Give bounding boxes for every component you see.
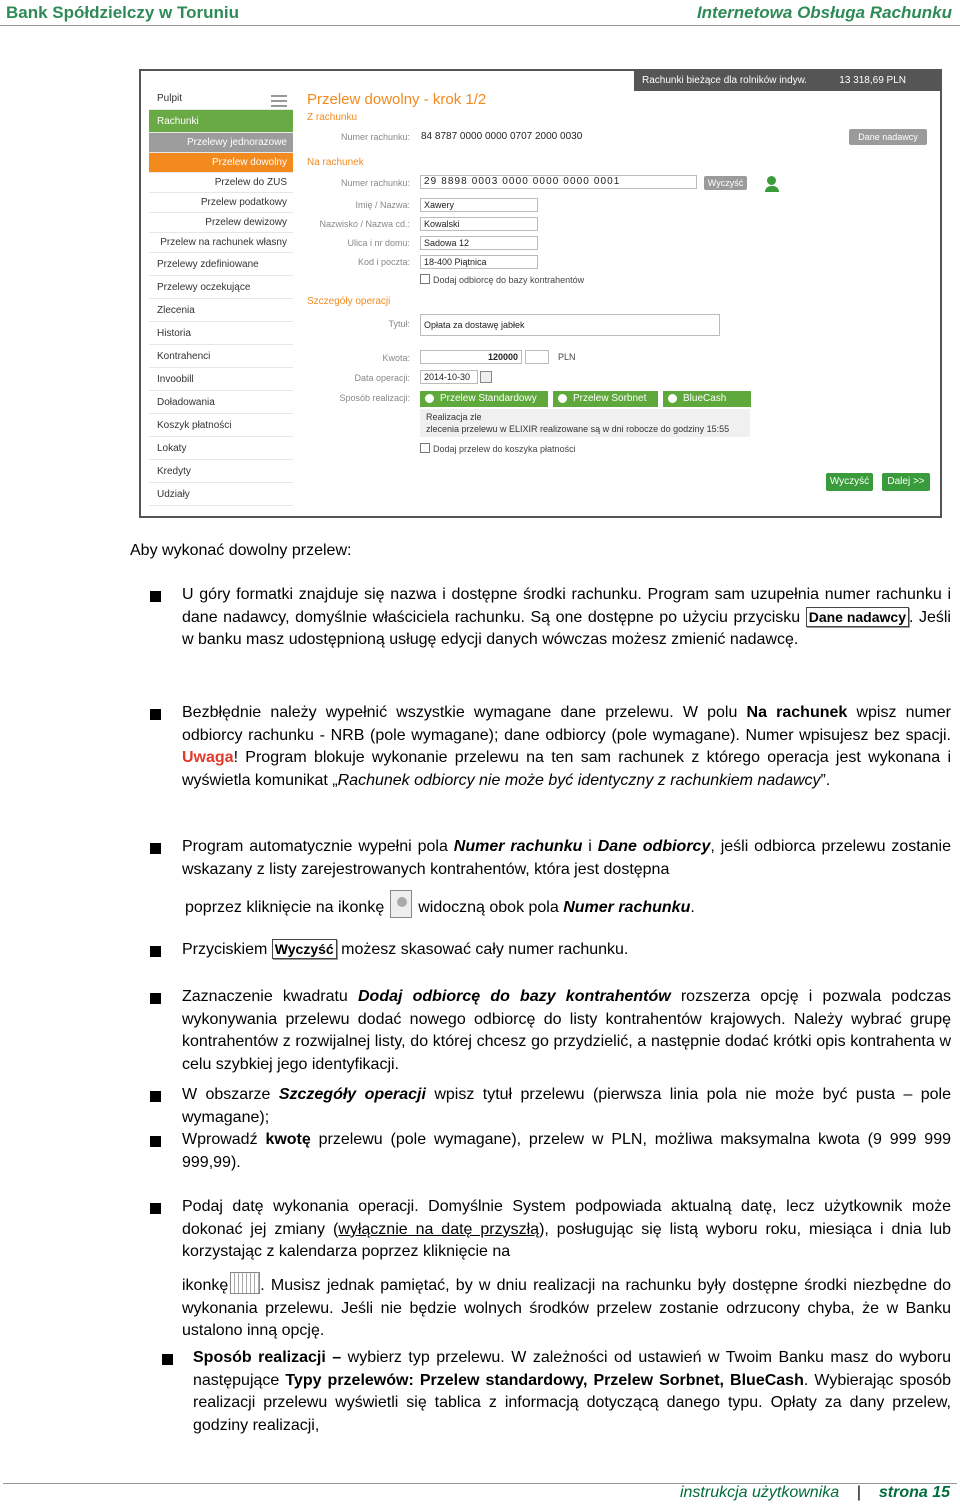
sidebar-item-kredyty[interactable] — [149, 460, 293, 483]
bullet-3-text-e: widoczną obok pola — [418, 899, 564, 916]
contractor-icon — [390, 890, 412, 918]
sidebar-item-label: Historia — [157, 328, 191, 339]
currency: PLN — [558, 352, 576, 362]
sidebar-item-label: Lokaty — [157, 443, 187, 454]
bullet-3 — [182, 836, 951, 881]
sidebar-item-przelew-zus[interactable] — [149, 173, 293, 193]
bullet-8-text-c: ikonkę — [182, 1277, 229, 1294]
method-standard-radio[interactable]: Przelew Standardowy — [420, 391, 548, 407]
add-contractor-checkbox[interactable]: Dodaj odbiorcę do bazy kontrahentów — [420, 274, 584, 285]
bullet-2-text-a: Bezbłędnie należy wypełnić wszystkie wymagane dane przelewu. W polu — [182, 704, 747, 721]
bullet-2-text-c: ! Program blokuje wykonanie przelewu na ten sam rachunek z którego operacja jest wykonana i wyświetla komunikat „ — [182, 749, 951, 789]
method-label: Sposób realizacji: — [339, 393, 410, 403]
bullet-1-text-b: . Jeśli w banku masz udostępnioną usługę edycji danych wówczas możesz zmienić nadawcę. — [182, 608, 951, 648]
post-label: Kod i poczta: — [357, 257, 410, 267]
clear-nrb-button[interactable]: Wyczyść — [704, 176, 747, 190]
bullet — [162, 1354, 173, 1365]
sidebar-item-label: Przelew podatkowy — [200, 197, 287, 208]
amount-label: Kwota: — [382, 353, 410, 363]
sidebar-item-pulpit[interactable] — [149, 87, 293, 110]
sidebar-item-przelew-podatkowy[interactable] — [149, 193, 293, 213]
sidebar-item-historia[interactable] — [149, 322, 293, 345]
nrb-label: Numer rachunku: — [340, 178, 410, 188]
account-label: Numer rachunku: — [340, 132, 410, 142]
bullet-7 — [182, 1129, 951, 1174]
bullet — [150, 1091, 161, 1102]
realization-info — [420, 409, 750, 437]
sidebar-item-lokaty[interactable] — [149, 437, 293, 460]
screenshot-transfer-form — [139, 69, 942, 518]
bullet-7-text-a: Wprowadź — [182, 1131, 266, 1148]
name-label: Imię / Nazwa: — [355, 200, 410, 210]
sidebar-item-label: Przelewy oczekujące — [157, 282, 251, 293]
contractor-icon[interactable] — [765, 176, 779, 192]
bullet-9-bold-2: Typy przelewów: Przelew standardowy, Przelew Sorbnet, BlueCash — [285, 1371, 804, 1389]
sidebar-item-label: Przelew na rachunek własny — [160, 237, 287, 248]
bullet-1 — [182, 584, 951, 652]
sidebar-item-label: Kredyty — [157, 466, 191, 477]
sidebar-item-oczekujace[interactable] — [149, 276, 293, 299]
bullet-9 — [193, 1347, 951, 1437]
surname-label: Nazwisko / Nazwa cd.: — [319, 219, 410, 229]
sidebar-item-zlecenia[interactable] — [149, 299, 293, 322]
sidebar-item-label: Przelewy jednorazowe — [186, 137, 287, 148]
date-input[interactable]: 2014-10-30 — [420, 370, 478, 384]
bullet-6-text-b: wpisz tytuł przelewu (pierwsza linia pola nie może być pusta – pole wymagane); — [182, 1086, 951, 1126]
bullet-3-text-d: poprzez kliknięcie na ikonkę — [185, 899, 385, 916]
sidebar-item-label: Udziały — [157, 489, 190, 500]
bullet-7-text-b: przelewu (pole wymagane), przelew w PLN, możliwa maksymalna kwota (9 999 999 999,99). — [182, 1131, 951, 1171]
clear-button[interactable]: Wyczyść — [826, 473, 873, 491]
sidebar-item-label: Doładowania — [157, 397, 215, 408]
realization-text: zlecenia przelewu w ELIXIR realizowane są w dni robocze do godziny 15:55 — [426, 424, 730, 434]
account-bar[interactable] — [634, 71, 940, 91]
footer-separator: | — [856, 1484, 862, 1501]
bullet-2-text-b: wpisz numer odbiorcy rachunku - NRB (pole wymagane); dane odbiorcy (pole wymagane). Numer wpisujesz bez spacji. — [182, 704, 951, 744]
bullet-6 — [182, 1084, 951, 1129]
calendar-icon[interactable] — [480, 371, 492, 383]
bullet-3-field-2: Dane odbiorcy — [597, 838, 711, 855]
bullet-2-warning: Uwaga — [182, 749, 234, 766]
sidebar-item-label: Pulpit — [157, 93, 183, 104]
bullet-3-line — [185, 890, 954, 920]
bullet-3-field-1: Numer rachunku — [453, 838, 583, 855]
street-input[interactable]: Sadowa 12 — [420, 236, 538, 250]
form-title: Przelew dowolny - krok 1/2 — [307, 91, 487, 108]
sidebar-item-zdefiniowane[interactable] — [149, 253, 293, 276]
menu-icon[interactable] — [271, 95, 287, 107]
sidebar-item-kontrahenci[interactable] — [149, 345, 293, 368]
sidebar-item-invoobill[interactable] — [149, 368, 293, 391]
sidebar-item-label: Przelew dowolny — [211, 157, 287, 168]
bullet-5-text-b: rozszerza opcję i pozwala podczas wykonywania przelewu dodać nowego odbiorcę do listy kontrahentów krajowych. Należy wybrać grupę kontrahentów z rozwijalnej listy, do której chcesz go przydzielić, a następnie dodać krótki opis kontrahenta w celu szybkiej jego identyfikacji. — [182, 988, 951, 1073]
bullet-3-field-3: Numer rachunku — [563, 899, 691, 916]
page-header — [0, 0, 960, 26]
bullet-2 — [182, 702, 951, 792]
sidebar-item-label: Kontrahenci — [157, 351, 211, 362]
bullet-4 — [182, 939, 951, 962]
section-from: Z rachunku — [307, 112, 358, 123]
bullet — [150, 709, 161, 720]
bullet-6-text-a: W obszarze — [182, 1086, 279, 1103]
bullet-9-text-a: wybierz typ przelewu. W zależności od ustawień w Twoim Banku masz do wyboru następujące — [193, 1349, 951, 1389]
footer — [680, 1484, 950, 1502]
account-number: 84 8787 0000 0000 0707 2000 0030 — [421, 131, 583, 142]
account-balance: 13 318,69 PLN — [839, 75, 906, 86]
next-button[interactable]: Dalej >> — [882, 473, 930, 491]
realization-title: Realizacja zle — [426, 412, 482, 422]
bullet-8-text-a: Podaj datę wykonania operacji. Domyślnie System podpowiada aktualną datę, lecz użytkownik może dokonać jej zmiany ( — [182, 1198, 951, 1238]
amount-input[interactable]: 120000 — [420, 350, 522, 364]
surname-input[interactable]: Kowalski — [420, 217, 538, 231]
bullet — [150, 1136, 161, 1147]
amount-decimal-input[interactable] — [525, 350, 549, 364]
sidebar-item-label: Koszyk płatności — [157, 420, 232, 431]
bullet-9-text-b: . Wybierając sposób realizacji przelewu wyświetli się tablica z informacją dotyczącą danego typu. Opłaty za dany przelew, godziny realizacji, — [193, 1371, 951, 1434]
wyczysc-key: Wyczyść — [272, 939, 337, 959]
bullet-8 — [182, 1196, 951, 1264]
sidebar-item-label: Przelew dewizowy — [205, 217, 287, 228]
sidebar-item-label: Zlecenia — [157, 305, 195, 316]
sidebar-item-label: Przelew do ZUS — [214, 177, 287, 188]
name-input[interactable]: Xawery — [420, 198, 538, 212]
bullet-3-text-a: Program automatycznie wypełni pola — [182, 838, 454, 855]
bullet-2-message: Rachunek odbiorcy nie może być identyczny z rachunkiem nadawcy — [337, 771, 821, 789]
sidebar-item-rachunki[interactable] — [149, 110, 293, 133]
footer-label: instrukcja użytkownika — [679, 1484, 840, 1501]
sidebar — [149, 87, 293, 506]
sidebar-item-doladowania[interactable] — [149, 391, 293, 414]
bullet-3-text-c: , jeśli odbiorca przelewu zostanie wskazany z listy zarejestrowanych kontrahentów, która jest dostępna — [182, 838, 952, 878]
sidebar-item-przelewy-jednorazowe[interactable] — [149, 133, 293, 153]
bullet-4-text-b: możesz skasować cały numer rachunku. — [336, 941, 629, 958]
sidebar-item-label: Rachunki — [157, 116, 199, 127]
sidebar-item-przelew-dewizowy[interactable] — [149, 213, 293, 233]
bullet-2-text-d: ”. — [820, 771, 831, 789]
bullet-9-bold-1: Sposób realizacji – — [193, 1349, 342, 1366]
bullet — [150, 591, 161, 602]
system-name: Internetowa Obsługa Rachunku — [696, 3, 952, 22]
bullet-2-bold: Na rachunek — [746, 704, 848, 721]
method-sorbnet-radio[interactable]: Przelew Sorbnet — [553, 391, 658, 407]
bullet-6-field: Szczegóły operacji — [278, 1086, 426, 1103]
bullet-8-underline: wyłącznie na datę przyszłą — [338, 1220, 540, 1238]
sidebar-item-label: Invoobill — [157, 374, 194, 385]
sidebar-item-koszyk[interactable] — [149, 414, 293, 437]
section-to: Na rachunek — [307, 157, 364, 168]
bank-name: Bank Spółdzielczy w Toruniu — [6, 3, 239, 22]
bullet-5-text-a: Zaznaczenie kwadratu — [182, 988, 358, 1005]
title-label: Tytuł: — [388, 319, 410, 329]
bullet-5 — [182, 986, 951, 1076]
sidebar-item-udzialy[interactable] — [149, 483, 293, 506]
page-number: strona 15 — [878, 1484, 950, 1501]
bullet-8-text-d: . Musisz jednak pamiętać, by w dniu realizacji na rachunku były dostępne środki niezbędne do wykonania przelewu. Jeśli nie będzie wolnych środków przelew zostanie odrzucony chyba, że w Banku ustalono inną opcję. — [182, 1277, 951, 1339]
sidebar-item-przelew-dowolny[interactable] — [149, 153, 293, 173]
dane-nadawcy-key: Dane nadawcy — [806, 607, 909, 627]
title-input[interactable]: Opłata za dostawę jabłek — [420, 314, 720, 336]
bullet-5-field: Dodaj odbiorcę do bazy kontrahentów — [357, 988, 671, 1005]
nrb-input[interactable]: 29 8898 0003 0000 0000 0000 0001 — [420, 175, 697, 189]
street-label: Ulica i nr domu: — [347, 238, 410, 248]
bullet-4-text-a: Przyciskiem — [182, 941, 272, 958]
intro-text: Aby wykonać dowolny przelew: — [130, 542, 352, 559]
sidebar-item-przelew-wlasny[interactable] — [149, 233, 293, 253]
bullet-7-bold: kwotę — [265, 1131, 311, 1148]
add-basket-checkbox[interactable]: Dodaj przelew do koszyka płatności — [420, 443, 576, 454]
bullet — [150, 843, 161, 854]
bullet-8-text-b: ), posługując się listą wyboru roku, miesiąca i dnia lub korzystając z kalendarza poprzez kliknięcie na — [182, 1220, 952, 1260]
sidebar-item-label: Przelewy zdefiniowane — [157, 259, 259, 270]
bullet — [150, 993, 161, 1004]
calendar-icon — [230, 1272, 260, 1294]
bullet-3-text-b: i — [582, 838, 598, 855]
section-details: Szczegóły operacji — [307, 296, 391, 307]
post-input[interactable]: 18-400 Piątnica — [420, 255, 538, 269]
bullet — [150, 946, 161, 957]
sender-data-button[interactable]: Dane nadawcy — [849, 129, 927, 145]
bullet-1-text-a: U góry formatki znajduje się nazwa i dostępne środki rachunku. Program sam uzupełnia numer rachunku i dane nadawcy, domyślnie właściciela rachunku. Są one dostępne po użyciu przycisku — [182, 586, 951, 626]
method-bluecash-radio[interactable]: BlueCash — [663, 391, 751, 407]
bullet — [150, 1203, 161, 1214]
account-name: Rachunki bieżące dla rolników indyw. — [642, 75, 808, 86]
bullet-8-continued — [182, 1272, 951, 1343]
date-label: Data operacji: — [354, 373, 410, 383]
bullet-3-text-f: . — [690, 899, 695, 916]
